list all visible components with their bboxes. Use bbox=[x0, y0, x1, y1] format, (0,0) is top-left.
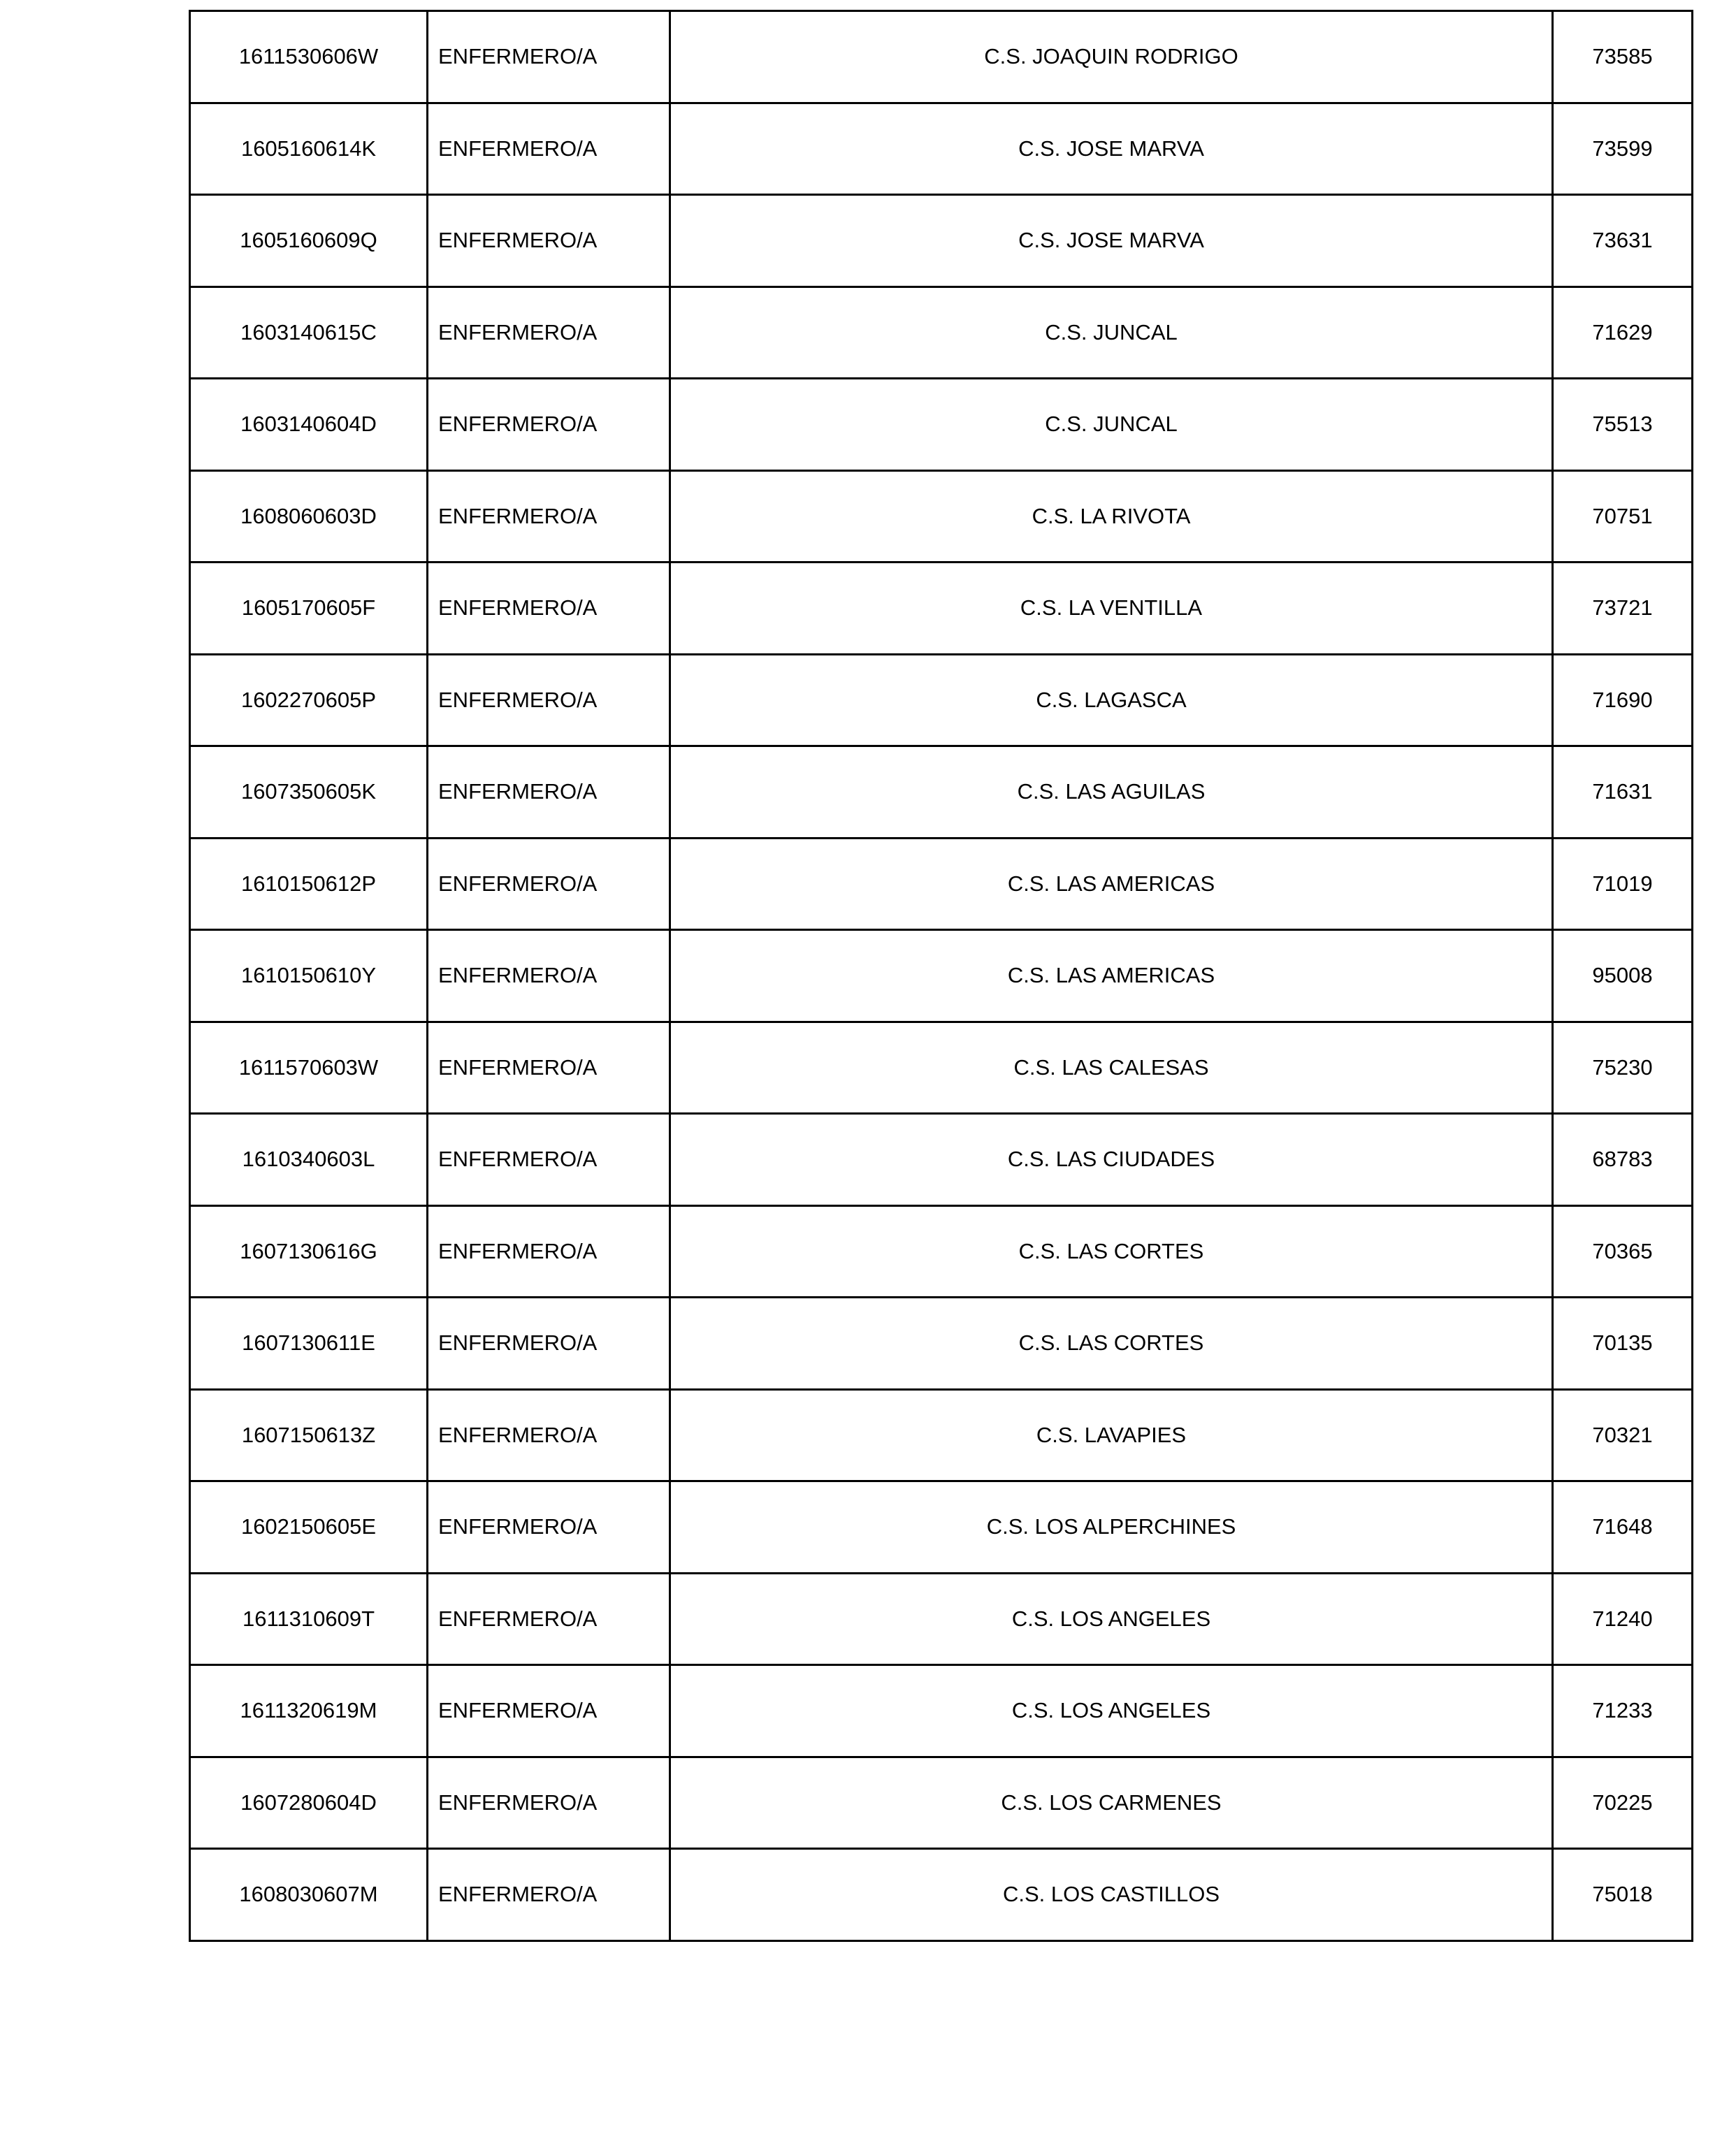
table-cell-center-name: C.S. LOS CASTILLOS bbox=[670, 1849, 1553, 1941]
table-cell-center-name: C.S. LOS ALPERCHINES bbox=[670, 1481, 1553, 1574]
table-row bbox=[190, 1114, 1693, 1206]
table-cell-center-name: C.S. LOS CARMENES bbox=[670, 1757, 1553, 1849]
table-row bbox=[190, 1389, 1693, 1481]
table-cell-position: ENFERMERO/A bbox=[428, 838, 670, 930]
table-cell-center-name: C.S. LOS ANGELES bbox=[670, 1573, 1553, 1665]
table-cell-code: 1607130616G bbox=[190, 1205, 428, 1298]
table-cell-code: 1605160609Q bbox=[190, 195, 428, 287]
table-cell-code: 1605160614K bbox=[190, 103, 428, 195]
table-row bbox=[190, 1481, 1693, 1574]
table-cell-center-name: C.S. JOSE MARVA bbox=[670, 103, 1553, 195]
table-cell-position: ENFERMERO/A bbox=[428, 563, 670, 655]
table-cell-code: 1603140615C bbox=[190, 286, 428, 379]
table-cell-center-name: C.S. JUNCAL bbox=[670, 286, 1553, 379]
table-row bbox=[190, 1022, 1693, 1114]
table-cell-position: ENFERMERO/A bbox=[428, 1757, 670, 1849]
table-row bbox=[190, 379, 1693, 471]
table-cell-position: ENFERMERO/A bbox=[428, 1298, 670, 1390]
table-cell-center-name: C.S. LAVAPIES bbox=[670, 1389, 1553, 1481]
table-row bbox=[190, 1665, 1693, 1757]
table-row bbox=[190, 1757, 1693, 1849]
table-cell-code: 1610150612P bbox=[190, 838, 428, 930]
table-cell-center-name: C.S. LAGASCA bbox=[670, 654, 1553, 746]
table-row bbox=[190, 838, 1693, 930]
table-row bbox=[190, 563, 1693, 655]
table-row bbox=[190, 1205, 1693, 1298]
table-cell-code: 1611530606W bbox=[190, 11, 428, 103]
table-cell-number: 71690 bbox=[1553, 654, 1693, 746]
table-cell-position: ENFERMERO/A bbox=[428, 746, 670, 839]
table-cell-center-name: C.S. LAS CALESAS bbox=[670, 1022, 1553, 1114]
table-row bbox=[190, 286, 1693, 379]
table-cell-center-name: C.S. LAS AMERICAS bbox=[670, 930, 1553, 1022]
table-row bbox=[190, 1298, 1693, 1390]
assignments-table bbox=[189, 10, 1693, 1942]
table-cell-code: 1611320619M bbox=[190, 1665, 428, 1757]
table-cell-position: ENFERMERO/A bbox=[428, 930, 670, 1022]
table-cell-number: 71648 bbox=[1553, 1481, 1693, 1574]
table-cell-code: 1603140604D bbox=[190, 379, 428, 471]
table-cell-position: ENFERMERO/A bbox=[428, 654, 670, 746]
table-cell-center-name: C.S. LAS CORTES bbox=[670, 1205, 1553, 1298]
table-cell-position: ENFERMERO/A bbox=[428, 1205, 670, 1298]
table-cell-number: 75018 bbox=[1553, 1849, 1693, 1941]
table-cell-code: 1611310609T bbox=[190, 1573, 428, 1665]
table-cell-code: 1607150613Z bbox=[190, 1389, 428, 1481]
table-cell-center-name: C.S. LAS CIUDADES bbox=[670, 1114, 1553, 1206]
table-cell-code: 1602270605P bbox=[190, 654, 428, 746]
table-cell-number: 73721 bbox=[1553, 563, 1693, 655]
table-cell-position: ENFERMERO/A bbox=[428, 195, 670, 287]
table-cell-center-name: C.S. LAS AGUILAS bbox=[670, 746, 1553, 839]
table-cell-position: ENFERMERO/A bbox=[428, 1849, 670, 1941]
table-cell-position: ENFERMERO/A bbox=[428, 1481, 670, 1574]
table-cell-code: 1610340603L bbox=[190, 1114, 428, 1206]
table-cell-position: ENFERMERO/A bbox=[428, 1665, 670, 1757]
table-cell-code: 1608060603D bbox=[190, 470, 428, 563]
table-row bbox=[190, 1573, 1693, 1665]
table-cell-code: 1605170605F bbox=[190, 563, 428, 655]
table-cell-center-name: C.S. LA VENTILLA bbox=[670, 563, 1553, 655]
table-cell-number: 75230 bbox=[1553, 1022, 1693, 1114]
table-cell-code: 1607130611E bbox=[190, 1298, 428, 1390]
table-cell-position: ENFERMERO/A bbox=[428, 1022, 670, 1114]
table-cell-number: 75513 bbox=[1553, 379, 1693, 471]
table-cell-center-name: C.S. JOSE MARVA bbox=[670, 195, 1553, 287]
table-cell-number: 71019 bbox=[1553, 838, 1693, 930]
table-cell-number: 95008 bbox=[1553, 930, 1693, 1022]
table-cell-number: 70321 bbox=[1553, 1389, 1693, 1481]
table-cell-position: ENFERMERO/A bbox=[428, 286, 670, 379]
table-row bbox=[190, 746, 1693, 839]
table-row bbox=[190, 195, 1693, 287]
table-cell-center-name: C.S. JOAQUIN RODRIGO bbox=[670, 11, 1553, 103]
table-cell-number: 68783 bbox=[1553, 1114, 1693, 1206]
table-cell-number: 70225 bbox=[1553, 1757, 1693, 1849]
table-cell-number: 71233 bbox=[1553, 1665, 1693, 1757]
table-cell-position: ENFERMERO/A bbox=[428, 103, 670, 195]
table-row bbox=[190, 103, 1693, 195]
table-cell-number: 70751 bbox=[1553, 470, 1693, 563]
table-cell-center-name: C.S. LOS ANGELES bbox=[670, 1665, 1553, 1757]
table-row bbox=[190, 930, 1693, 1022]
table-cell-position: ENFERMERO/A bbox=[428, 1389, 670, 1481]
table-cell-position: ENFERMERO/A bbox=[428, 379, 670, 471]
table-cell-code: 1602150605E bbox=[190, 1481, 428, 1574]
table-cell-code: 1610150610Y bbox=[190, 930, 428, 1022]
table-row bbox=[190, 470, 1693, 563]
table-cell-number: 73631 bbox=[1553, 195, 1693, 287]
table-cell-center-name: C.S. LAS AMERICAS bbox=[670, 838, 1553, 930]
table-row bbox=[190, 654, 1693, 746]
table-cell-position: ENFERMERO/A bbox=[428, 1573, 670, 1665]
table-cell-number: 71631 bbox=[1553, 746, 1693, 839]
table-cell-code: 1607280604D bbox=[190, 1757, 428, 1849]
table-cell-center-name: C.S. LA RIVOTA bbox=[670, 470, 1553, 563]
table-cell-position: ENFERMERO/A bbox=[428, 11, 670, 103]
table-cell-center-name: C.S. JUNCAL bbox=[670, 379, 1553, 471]
table-cell-center-name: C.S. LAS CORTES bbox=[670, 1298, 1553, 1390]
table-cell-number: 73585 bbox=[1553, 11, 1693, 103]
table-cell-code: 1608030607M bbox=[190, 1849, 428, 1941]
table-cell-number: 70135 bbox=[1553, 1298, 1693, 1390]
table-cell-number: 71240 bbox=[1553, 1573, 1693, 1665]
table-row bbox=[190, 1849, 1693, 1941]
table-cell-code: 1611570603W bbox=[190, 1022, 428, 1114]
table-cell-number: 70365 bbox=[1553, 1205, 1693, 1298]
table-cell-code: 1607350605K bbox=[190, 746, 428, 839]
table-cell-position: ENFERMERO/A bbox=[428, 470, 670, 563]
table-cell-number: 71629 bbox=[1553, 286, 1693, 379]
table-row bbox=[190, 11, 1693, 103]
table-cell-number: 73599 bbox=[1553, 103, 1693, 195]
table-cell-position: ENFERMERO/A bbox=[428, 1114, 670, 1206]
